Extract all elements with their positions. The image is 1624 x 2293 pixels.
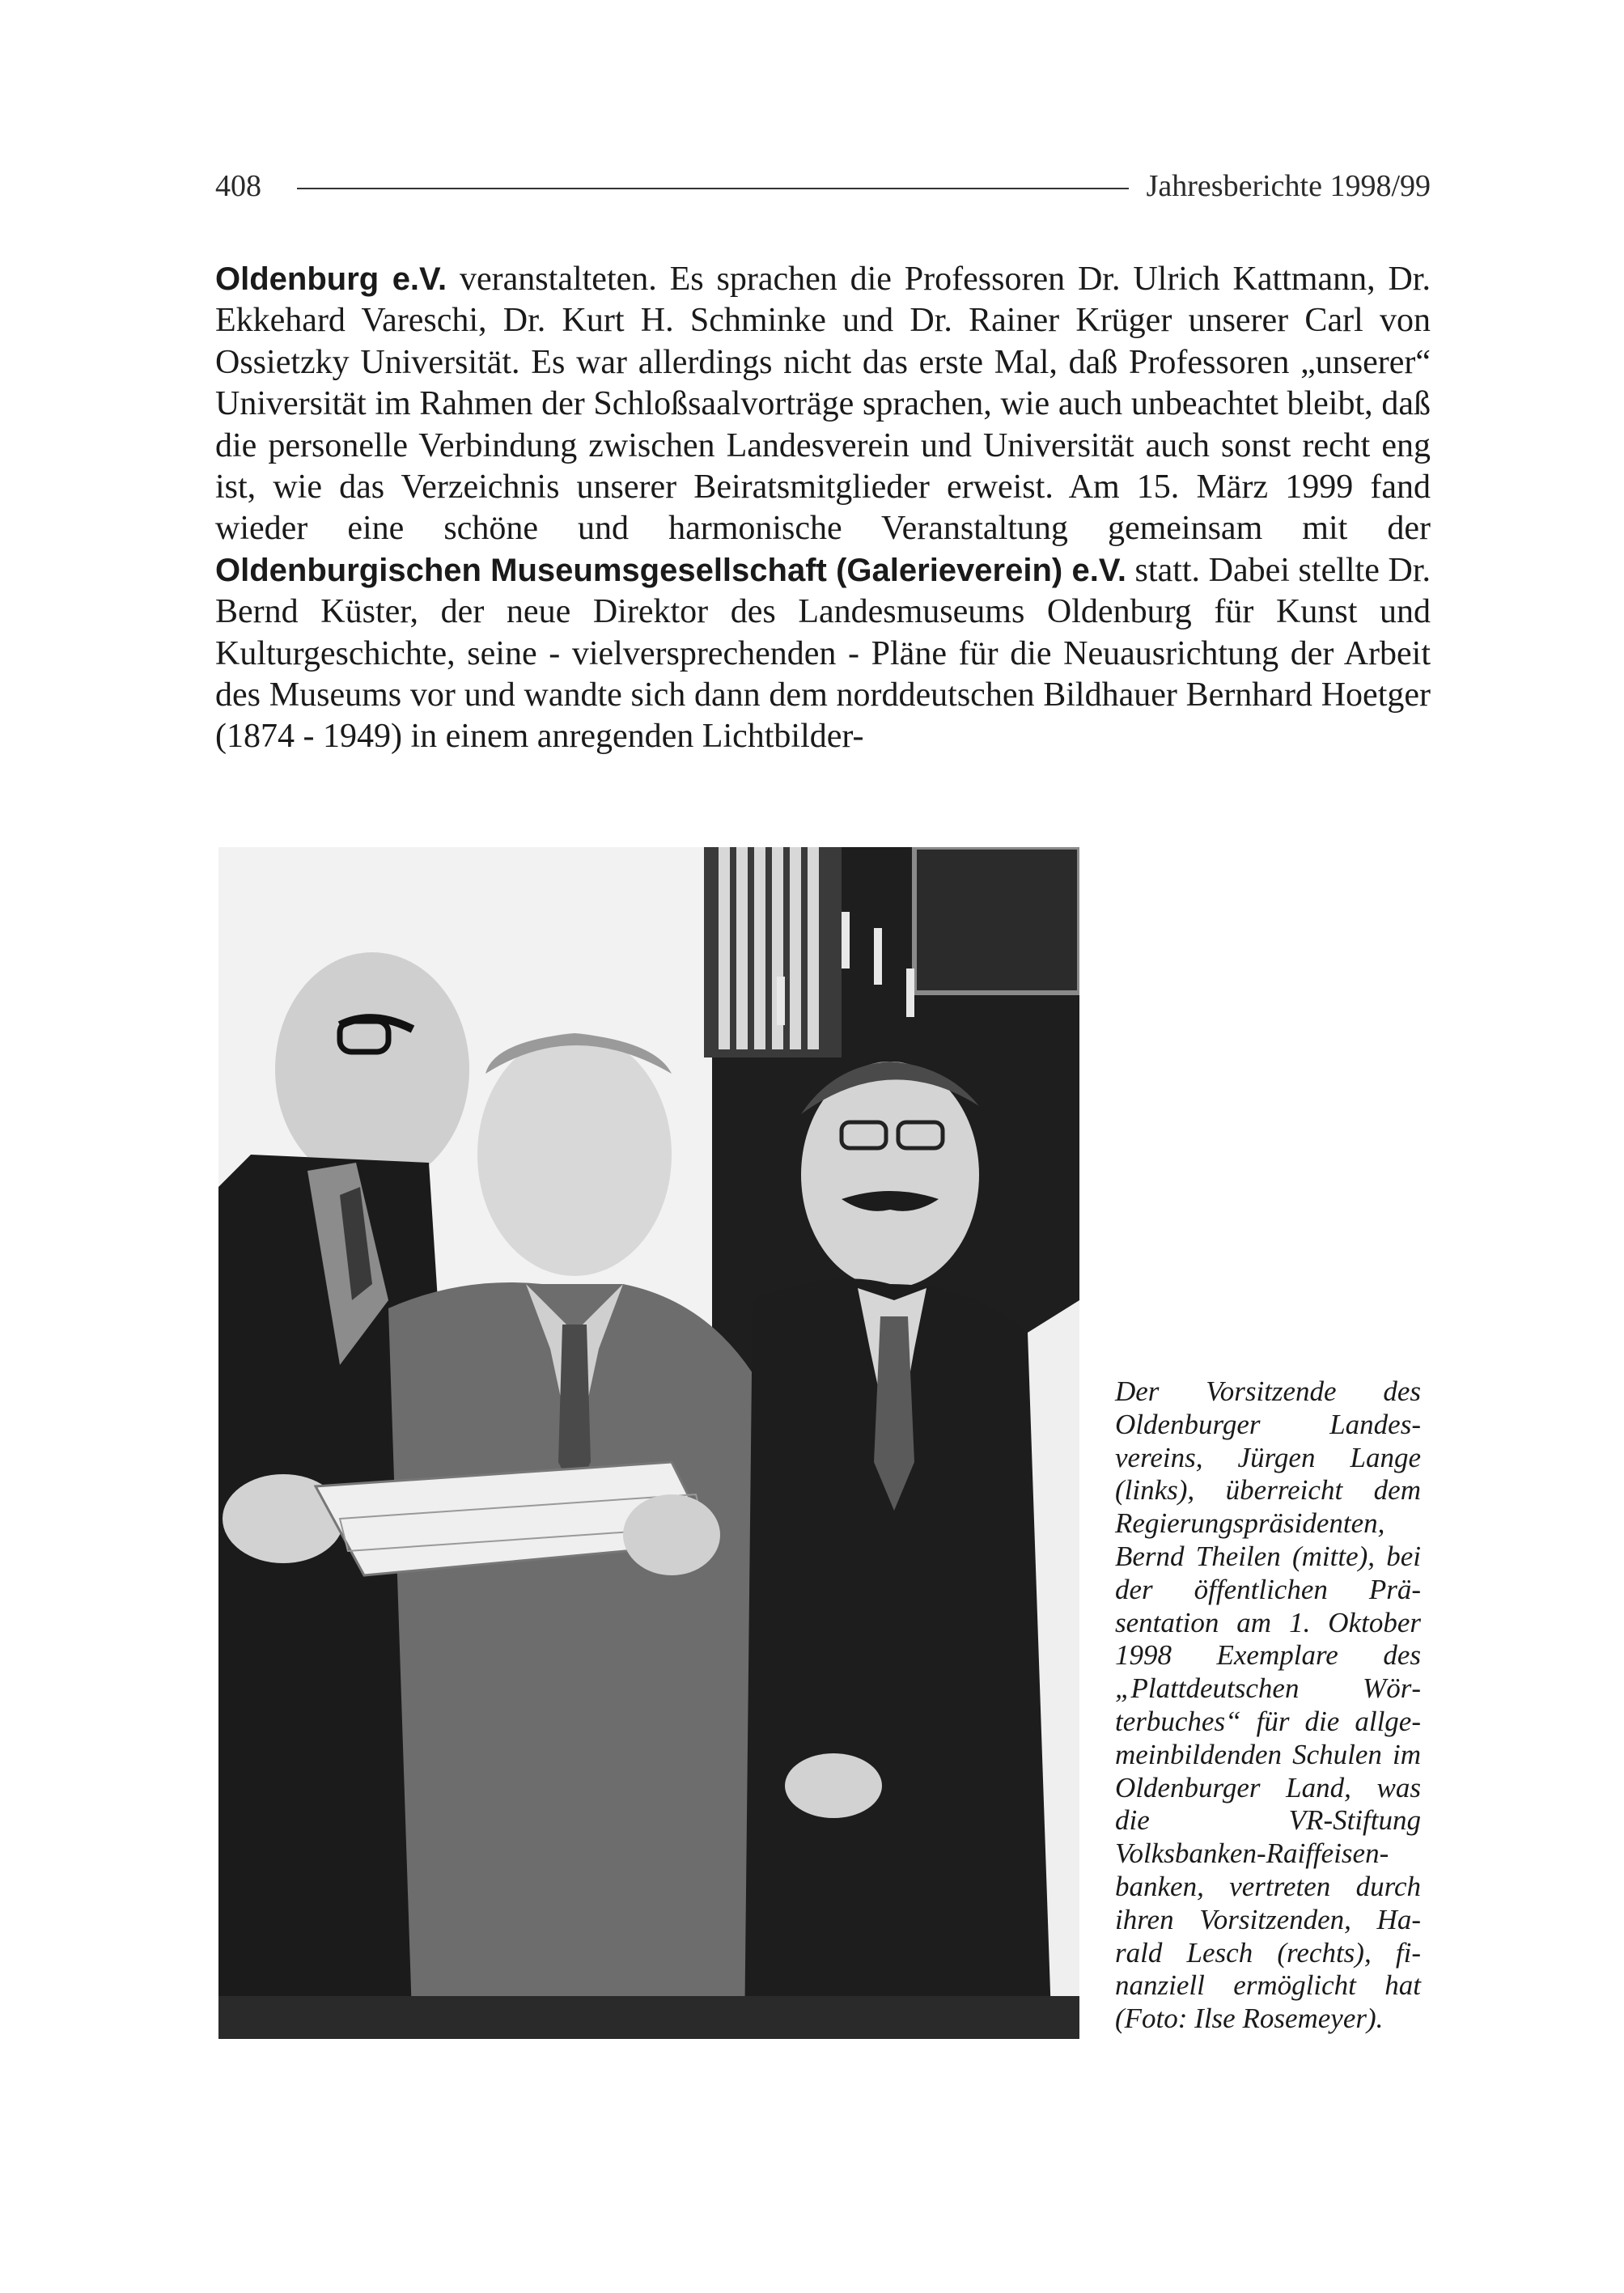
page-number: 408 xyxy=(215,169,261,203)
photo-illustration xyxy=(218,847,1079,2039)
org-name-museumsgesellschaft: Oldenburgischen Museumsgesellschaft (Galerieverein) e.V. xyxy=(215,552,1126,588)
photo-caption: Der Vorsitzende des Oldenburger Landesvereins, Jürgen Lange (links), überreicht dem Regierungspräsidenten, Bernd Theilen (mitte), bei der öffentlichen Präsentation am 1. Oktober 1998 Exemplare des „Plattdeutschen Wörterbuches“ für die allgemeinbildenden Schulen im Oldenburger Land, was die VR-Stiftung Volksbanken-Raiffeisenbanken, vertreten durch ihren Vorsitzenden, Harald Lesch (rechts), finanziell ermöglicht hat (Foto: Ilse Rosemeyer). xyxy=(1115,1375,1421,2035)
paragraph-text-2: statt. Dabei stellte Dr. Bernd Küster, der neue Direktor des Landesmuseums Oldenburg für Kunst und Kulturgeschichte, seine - vielversprechenden - Pläne für die Neuausrichtung der Arbeit des Museums vor und wandte sich dann dem norddeutschen Bildhauer Bernhard Hoetger (1874 - 1949) in einem anregenden Lichtbilder- xyxy=(215,551,1431,756)
org-name-oldenburg: Oldenburg e.V. xyxy=(215,261,447,297)
header-rule xyxy=(297,188,1129,189)
running-header xyxy=(215,162,1431,210)
paragraph-text-1: veranstalteten. Es sprachen die Professoren Dr. Ulrich Kattmann, Dr. Ekkehard Vareschi, Dr. Kurt H. Schminke und Dr. Rainer Krüger unserer Carl von Ossietzky Universität. Es war allerdings nicht das erste Mal, daß Professoren „unserer“ Universität im Rahmen der Schloßsaalvorträge sprachen, wie auch unbeachtet bleibt, daß die personelle Verbindung zwischen Landesverein und Universität auch sonst recht eng ist, wie das Verzeichnis unserer Beiratsmitglieder erweist. Am 15. März 1999 fand wieder eine schöne und harmonische Veranstaltung gemeinsam mit der xyxy=(215,261,1431,548)
photo-three-men xyxy=(218,847,1079,2039)
running-title: Jahresberichte 1998/99 xyxy=(1146,169,1431,203)
body-paragraph xyxy=(215,259,1431,758)
